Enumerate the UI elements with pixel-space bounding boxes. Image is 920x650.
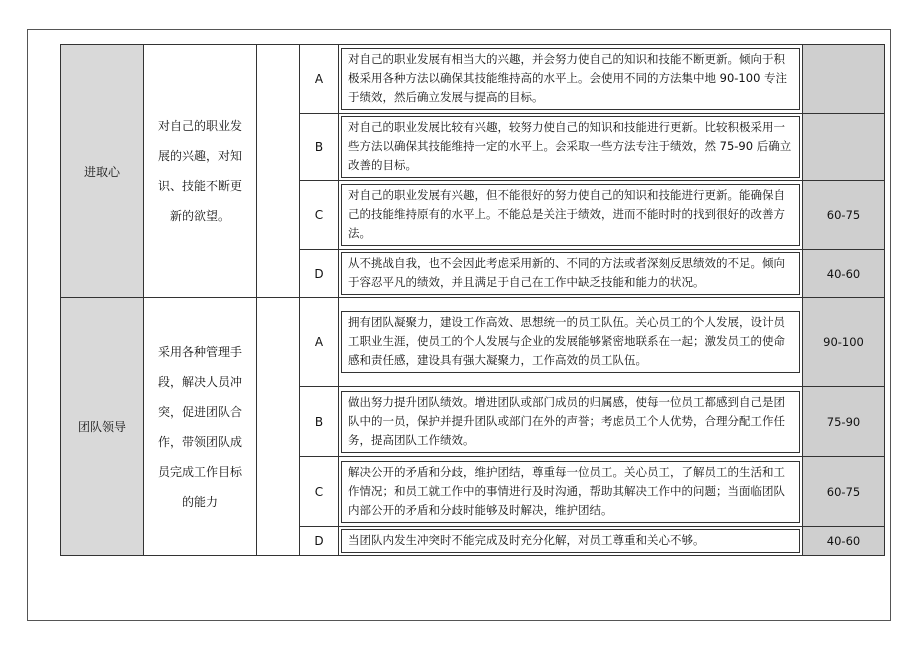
grade-cell: D xyxy=(300,250,339,298)
level-description: 对自己的职业发展有相当大的兴趣，并会努力使自己的知识和技能不断更新。倾向于积极采用各种方法以确保其技能维持高的水平上。会使用不同的方法集中地 90-100 专注于绩效，然后确立发展与提高的目标。 xyxy=(339,45,803,114)
level-description: 做出努力提升团队绩效。增进团队或部门成员的归属感，使每一位员工都感到自己是团队中的一员，保护并提升团队或部门在外的声誉；考虑员工个人优势，合理分配工作任务，提高团队工作绩效。 xyxy=(339,387,803,457)
table-row xyxy=(61,45,885,114)
blank-column xyxy=(257,298,300,556)
blank-column xyxy=(257,45,300,298)
grade-cell: D xyxy=(300,527,339,556)
level-description: 对自己的职业发展比较有兴趣，较努力使自己的知识和技能进行更新。比较积极采用一些方法以确保其技能维持一定的水平上。会采取一些方法专注于绩效，然 75-90 后确立改善的目标。 xyxy=(339,114,803,181)
level-description: 当团队内发生冲突时不能完成及时充分化解，对员工尊重和关心不够。 xyxy=(339,527,803,556)
competency-name: 团队领导 xyxy=(61,298,144,556)
level-description: 从不挑战自我，也不会因此考虑采用新的、不同的方法或者深刻反思绩效的不足。倾向于容忍平凡的绩效，并且满足于自己在工作中缺乏技能和能力的状况。 xyxy=(339,250,803,298)
level-description: 拥有团队凝聚力，建设工作高效、思想统一的员工队伍。关心员工的个人发展，设计员工职业生涯，使员工的个人发展与企业的发展能够紧密地联系在一起；激发员工的使命感和责任感，建设具有强大凝聚力，工作高效的员工队伍。 xyxy=(339,298,803,387)
score-range xyxy=(803,45,885,114)
evaluation-table xyxy=(60,44,885,556)
grade-cell: C xyxy=(300,457,339,527)
table-row xyxy=(61,298,885,387)
score-range xyxy=(803,114,885,181)
grade-cell: C xyxy=(300,181,339,250)
competency-definition: 对自己的职业发展的兴趣，对知识、技能不断更新的欲望。 xyxy=(144,45,257,298)
score-range: 75-90 xyxy=(803,387,885,457)
competency-definition: 采用各种管理手段，解决人员冲突，促进团队合作，带领团队成员完成工作目标的能力 xyxy=(144,298,257,556)
grade-cell: B xyxy=(300,114,339,181)
level-description: 解决公开的矛盾和分歧，维护团结，尊重每一位员工。关心员工，了解员工的生活和工作情况；和员工就工作中的事情进行及时沟通，帮助其解决工作中的问题；当面临团队内部公开的矛盾和分歧时能够及时解决，维护团结。 xyxy=(339,457,803,527)
grade-cell: B xyxy=(300,387,339,457)
score-range: 40-60 xyxy=(803,527,885,556)
grade-cell: A xyxy=(300,298,339,387)
competency-name: 进取心 xyxy=(61,45,144,298)
score-range: 60-75 xyxy=(803,457,885,527)
score-range: 40-60 xyxy=(803,250,885,298)
score-range: 60-75 xyxy=(803,181,885,250)
score-range: 90-100 xyxy=(803,298,885,387)
level-description: 对自己的职业发展有兴趣，但不能很好的努力使自己的知识和技能进行更新。能确保自己的技能维持原有的水平上。不能总是关注于绩效，进而不能时时的找到很好的改善方法。 xyxy=(339,181,803,250)
grade-cell: A xyxy=(300,45,339,114)
